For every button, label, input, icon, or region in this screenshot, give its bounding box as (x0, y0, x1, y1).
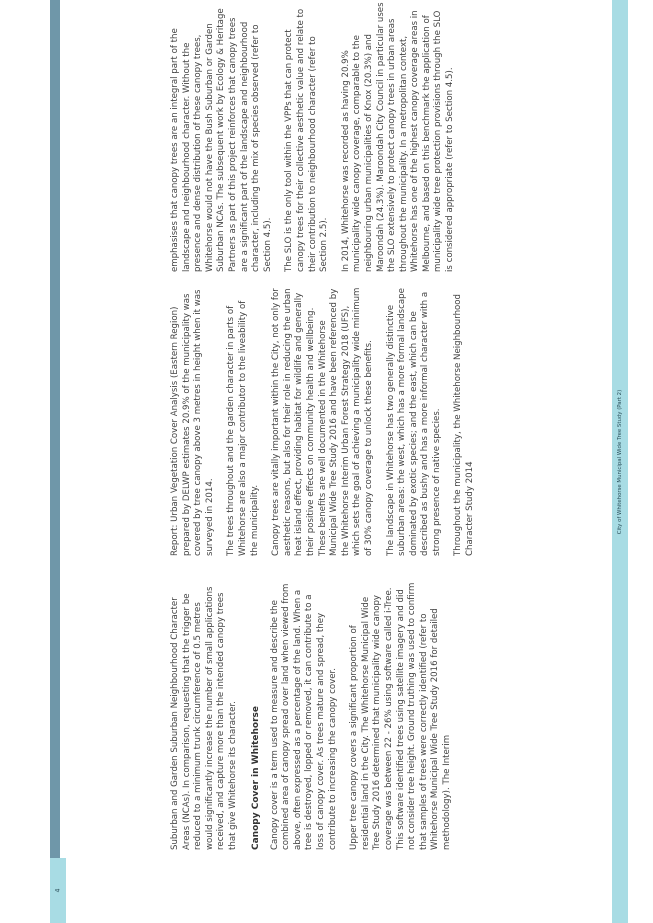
column-1 (170, 580, 463, 850)
left-margin-band (50, 0, 60, 923)
rotated-content (170, 2, 610, 850)
paragraph: The trees throughout and the garden character in parts of Whitehorse are also a major contributor to the liveability of the municipality. (226, 300, 260, 556)
page-number-text: 4 (54, 888, 62, 893)
paragraph: emphasises that canopy trees are an integral part of the landscape and neighbourhood character. Without the presence and dense distribution of these canopy trees, Whitehorse would not have the Bush Suburban or Garden Suburban NCAs. The subsequent work by Ecology & Heritage Partners as part of this project reinforces that canopy trees are a significant part of the landscape and neighbourhood character, including the mix of species observed (refer to Section 4.5). (170, 8, 273, 272)
paragraph: Canopy cover is a term used to measure and describe the combined area of canopy spread over land when viewed from above, often expressed as a percentage of the land. When a tree is destroyed, lopped or removed, it can contribute to a loss of canopy cover. As trees mature and spread, they contribute to increasing the canopy cover. (269, 583, 338, 850)
running-title (612, 0, 628, 923)
page-number (50, 858, 66, 923)
document-body (170, 2, 610, 850)
paragraph: Canopy trees are vitally important within the City, not only for aesthetic reasons, but also for their role in reducing the urban heat island effect, providing habitat for wildlife and generally their positive effects on community health and wellbeing. These benefits are well documented in the Whitehorse Municipal Wide Tree Study 2016 and have been referenced by the Whitehorse Interim Urban Forest Strategy 2018 (UFS), which sets the goal of achieving a municipality wide minimum of 30% canopy coverage to unlock these benefits. (271, 287, 374, 556)
paragraph: In 2014, Whitehorse was recorded as having 20.9% municipality wide canopy coverage, comparable to the neighbouring urban municipalities of Knox (20.3%) and Maroondah (24.3%). Maroondah City Council in particular uses the SLO extensively to protect canopy trees in urban areas throughout the municipality. In a metropolitan context, Whitehorse has one of the highest canopy coverage areas in Melbourne, and based on this benchmark the application of municipality wide tree protection provisions through the SLO is considered appropriate (refer to Section 4.5). (340, 2, 456, 272)
section-heading: Canopy Cover in Whitehorse (250, 706, 261, 850)
paragraph: The landscape in Whitehorse has two generally distinctive suburban areas: the west, which has a more formal landscape dominated by exotic species; and the east, which can be described as bushy and has a more informal character with a strong presence of native species. (385, 288, 442, 556)
paragraph: Suburban and Garden Suburban Neighbourhood Character Areas (NCAs). In comparison, requesting that the trigger be reduced to a minimum trunk circumference of 0.5 metres would significantly increase the number of small applications received, and capture more than the intended canopy trees that give Whitehorse its character. (170, 586, 238, 850)
column-2 (170, 286, 487, 556)
paragraph: Throughout the municipality, the Whitehorse Neighbourhood Character Study 2014 (453, 294, 476, 556)
running-title-text: City of Whitehorse Municipal Wide Tree Study (Part 2) (617, 389, 624, 534)
paragraph: The SLO is the only tool within the VPPs that can protect canopy trees for their collective aesthetic value and relate to their contribution to neighbourhood character (refer to Section 2.5). (284, 8, 330, 272)
column-3 (170, 2, 467, 272)
paragraph: Upper tree canopy covers a significant proportion of residential land in the City. The Whitehorse Municipal Wide Tree Study 2016 determined that municipality wide canopy coverage was between 22 - 26% using software called i-Tree. This software identified trees using satellite imagery and did not consider tree height. Ground truthing was used to confirm that samples of trees were correctly identified (refer to Whitehorse Municipal Wide Tree Study 2016 for detailed methodology). The Interim (349, 582, 452, 850)
paragraph: Report: Urban Vegetation Cover Analysis (Eastern Region) prepared by DELWP estimates 20.9% of the municipality was covered by tree canopy above 3 metres in height when it was surveyed in 2014. (170, 289, 215, 556)
